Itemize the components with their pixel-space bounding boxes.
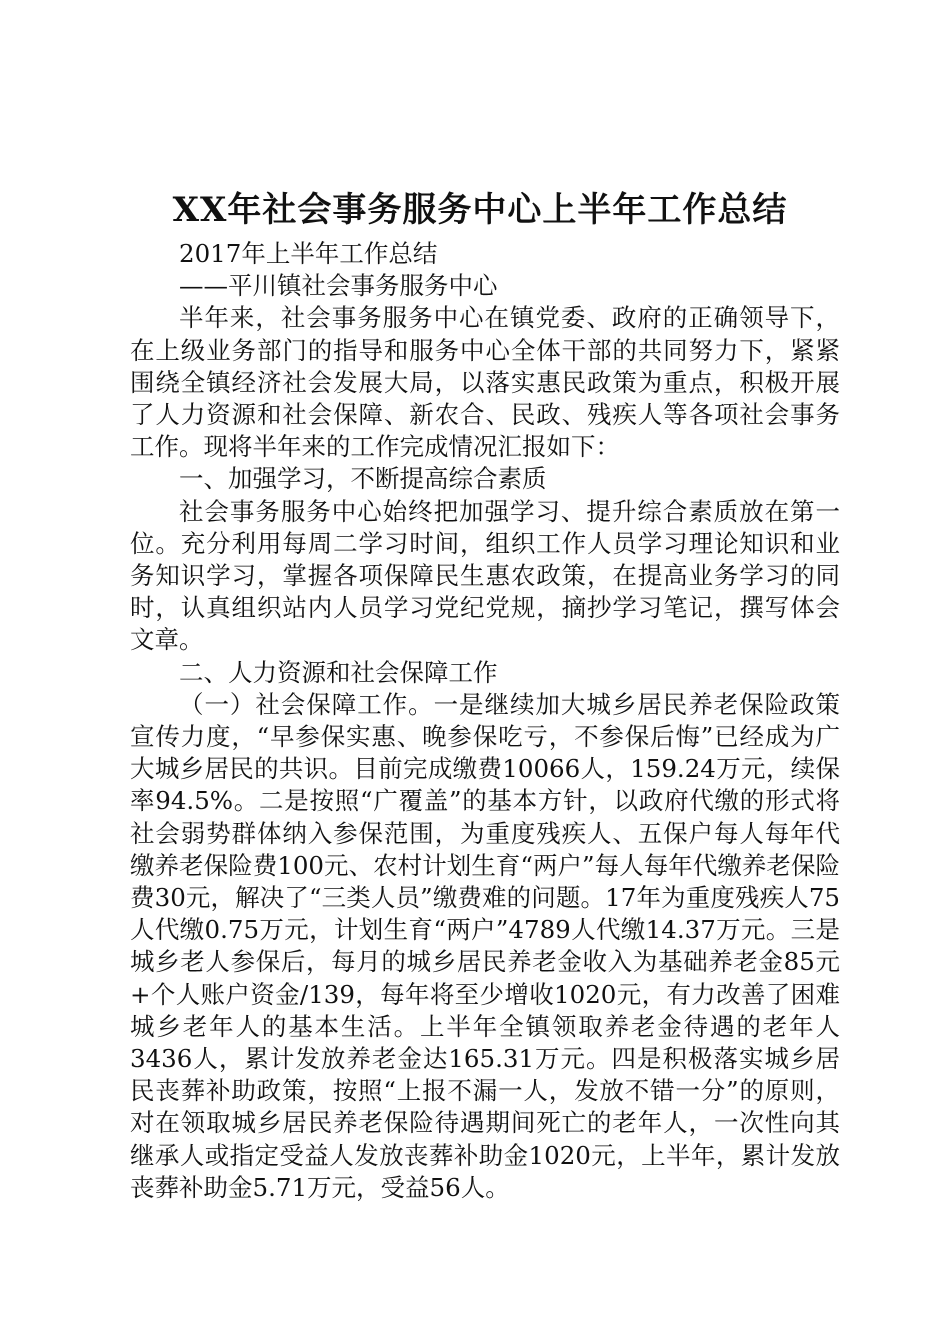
document-title: XX年社会事务服务中心上半年工作总结 xyxy=(172,190,788,230)
section-1-paragraph: 社会事务服务中心始终把加强学习、提升综合素质放在第一位。充分利用每周二学习时间，组织工作人员学习理论知识和业务知识学习，掌握各项保障民生惠农政策，在提高业务学习的同时，认真组织站内人员学习党纪党规，摘抄学习笔记，撰写体会文章。 xyxy=(130,496,840,655)
document-body xyxy=(130,238,840,1204)
report-subtitle: 2017年上半年工作总结 xyxy=(179,239,438,268)
intro-paragraph: 半年来，社会事务服务中心在镇党委、政府的正确领导下，在上级业务部门的指导和服务中心全体干部的共同努力下，紧紧围绕全镇经济社会发展大局，以落实惠民政策为重点，积极开展了人力资源和社会保障、新农合、民政、残疾人等各项社会事务工作。现将半年来的工作完成情况汇报如下： xyxy=(130,303,840,462)
section-2-paragraph: （一）社会保障工作。一是继续加大城乡居民养老保险政策宣传力度，“早参保实惠、晚参保吃亏，不参保后悔”已经成为广大城乡居民的共识。目前完成缴费10066人，159.24万元，续保率94.5%。二是按照“广覆盖”的基本方针，以政府代缴的形式将社会弱势群体纳入参保范围，为重度残疾人、五保户每人每年代缴养老保险费100元、农村计划生育“两户”每人每年代缴养老保险费30元，解决了“三类人员”缴费难的问题。17年为重度残疾人75人代缴0.75万元，计划生育“两户”4789人代缴14.37万元。三是城乡老人参保后，每月的城乡居民养老金收入为基础养老金85元+个人账户资金/139，每年将至少增收1020元，有力改善了困难城乡老年人的基本生活。上半年全镇领取养老金待遇的老年人3436人，累计发放养老金达165.31万元。四是积极落实城乡居民丧葬补助政策，按照“上报不漏一人，发放不错一分”的原则，对在领取城乡居民养老保险待遇期间死亡的老年人，一次性向其继承人或指定受益人发放丧葬补助金1020元，上半年，累计发放丧葬补助金5.71万元，受益56人。 xyxy=(130,689,840,1202)
report-author-line: ——平川镇社会事务服务中心 xyxy=(179,271,498,301)
section-heading-2: 二、人力资源和社会保障工作 xyxy=(179,657,498,687)
section-heading-1: 一、加强学习，不断提高综合素质 xyxy=(179,464,547,494)
